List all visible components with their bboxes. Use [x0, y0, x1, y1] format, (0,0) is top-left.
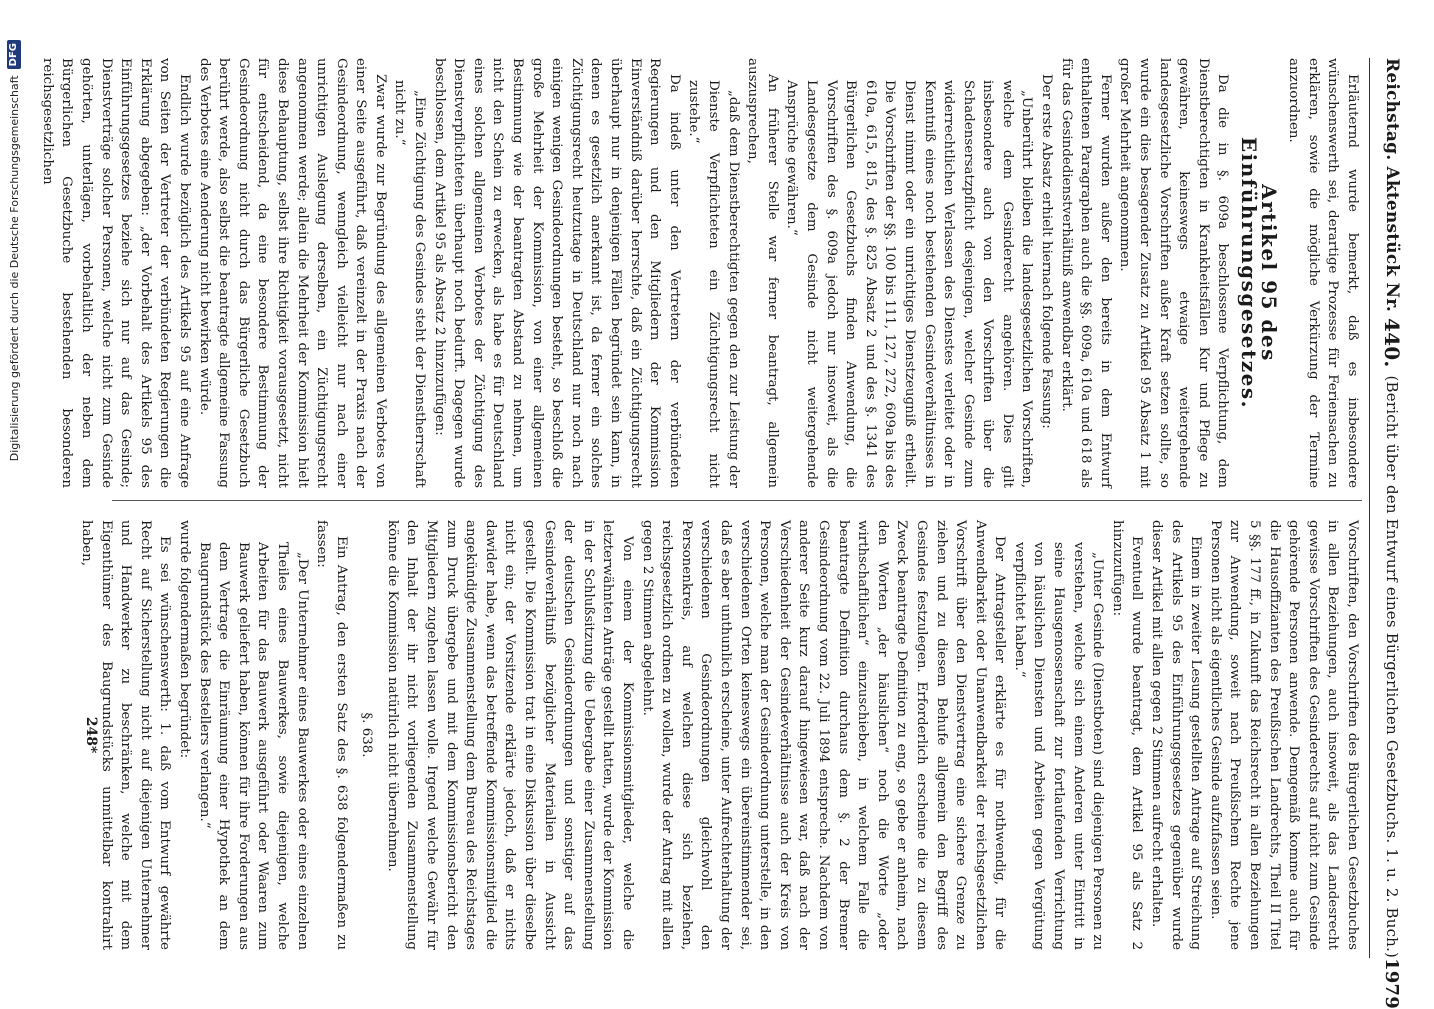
paragraph: Von einem der Kommissionsmitglieder, welche die letzterwähnten Anträge gestellt hatten, wurde der Kommission in der Schlußsitzung die Uebergabe einer Zusammenstellung der deutschen Gesindeordnungen und sonstiger auf das Gesindeverhältniß bezüglicher Materialien in Aussicht gestellt. Die Kommission trat in eine Diskussion über dieselbe nicht ein; der Vorsitzende erklärte jedoch, daß er nichts dawider habe, wenn das betreffende Kommissionsmitglied die angekündigte Zusammenstellung dem Bureau des Reichstages zum Druck übergebe und mit dem Kommissionsbericht den Mitgliedern zugehen lassen wolle. Irgend welche Gewähr für den Inhalt der ihr nicht vorliegenden Zusammenstellung könne die Kommission natürlich nicht übernehmen. [384, 520, 636, 950]
paragraph: An früherer Stelle war ferner beantragt, allgemein auszusprechen, [745, 58, 780, 488]
paragraph: Es sei wünschenswerth: 1. daß vom Entwurf gewährte Recht auf Sicherstellung nicht auf diejenigen Unternehmer und Handwerker zu beschränken, welche mit dem Eigenthümer des Baugrundstücks unmittelbar kontrahirt haben, [79, 520, 173, 950]
paragraph: Ein Antrag, den ersten Satz des §. 638 folgendermaßen zu fassen: [314, 520, 349, 950]
paragraph: Eventuell wurde beantragt, dem Artikel 95 als Satz 2 hinzuzufügen: [1109, 520, 1145, 950]
quote: „Eine Züchtigung des Gesindes steht der Dienstherrschaft nicht zu.“ [392, 80, 428, 488]
header-rule [1369, 58, 1370, 958]
intro-paragraph: Erläuternd wurde bemerkt, daß es insbesondere wünschenswerth sei, derartige Prozesse für Feriensachen zu erklären, sowie die mögliche Verkürzung der Termine anzuordnen. [1286, 58, 1360, 488]
section-marker: §. 638. [359, 712, 375, 758]
paragraph: Endlich wurde bezüglich des Artikels 95 auf eine Anfrage von Seiten der Vertreter der verbündeten Regierungen die Erklärung abgegeben: „der Vorbehalt des Artikels 95 des Einführungsgesetzes beziehe sich nur auf das Gesinde; Dienstverträge solcher Personen, welche nicht zum Gesinde gehörten, unterlägen, vorbehaltlich der neben dem Bürgerlichen Gesetzbuche bestehenden besonderen reichsgesetzlichen [39, 58, 192, 488]
digitization-footer [2, 0, 26, 1000]
paragraph: Zwar wurde zur Begründung des allgemeinen Verbotes von einer Seite ausgeführt, daß vereinzelt in der Praxis nach der Gesindeordnung, wenngleich vielleicht nur nach einer unrichtigen Auslegung derselben, ein Züchtigungsrecht angenommen werde; allein die Mehrheit der Kommission hielt diese Behauptung, selbst ihre Richtigkeit vorausgesetzt, nicht für entscheidend, da eine besondere Bestimmung der Gesindeordnung nicht durch das Bürgerliche Gesetzbuch berührt werde, also selbst die beantragte allgemeine Fassung des Verbotes eine Aenderung nicht bewirken würde. [196, 58, 388, 488]
paragraph: Der erste Absatz erhielt hiernach folgende Fassung: [1039, 74, 1055, 429]
quote: „Unberührt bleiben die landesgesetzlichen Vorschriften, welche dem Gesinderecht angehören. Dies gilt insbesondere auch von den Vorschriften über die Schadensersatzpflicht desjenigen, welcher Gesinde zum widerrechtlichen Verlassen des Dienstes verleitet oder in Kenntniß eines noch bestehenden Gesindeverhältnisses in Dienst nimmt oder ein unrichtiges Dienstzeugniß ertheilt. Die Vorschriften der §§. 100 bis 111, 127, 272, 609a bis des 610a, 615, 815, des §. 825 Absatz 2 und des §. 1341 des Bürgerlichen Gesetzbuchs finden Anwendung, die Vorschriften des §. 609a jedoch nur insoweit, als die Landesgesetze dem Gesinde nicht weitergehende Ansprüche gewähren.“ [784, 80, 1035, 488]
column-divider [112, 500, 1362, 501]
page-header [1372, 58, 1412, 1009]
quote: „Unter Gesinde (Dienstboten) sind diejenigen Personen zu verstehen, welche sich einem Anderen unter Eintritt in seine Hausgenossenschaft zur fortlaufenden Verrichtung von häuslichen Diensten und Arbeiten gegen Vergütung verpflichtet haben.“ [1011, 542, 1106, 950]
quote: „daß dem Dienstberechtigten gegen den zur Leistung der Dienste Verpflichteten ein Züchtigungsrecht nicht zustehe.“ [686, 80, 741, 488]
paragraph: Da indeß unter den Vertretern der verbündeten Regierungen und den Mitgliedern der Kommission Einverständniß darüber herrschte, daß ein Züchtigungsrecht überhaupt nur in denjenigen Fällen begründet sein kann, in denen es gesetzlich anerkannt ist, da ferner ein solches Züchtigungsrecht heutzutage in Deutschland nur noch nach einigen wenigen Gesindeordnungen besteht, so beschloß die große Mehrheit der Kommission, von einer allgemeinen Bestimmung wie der beantragten Abstand zu nehmen, um nicht den Schein zu erwecken, als habe es für Deutschland eines solchen allgemeinen Verbotes der Züchtigung des Dienstverpflichteten überhaupt noch bedurft. Dagegen wurde beschlossen, dem Artikel 95 als Absatz 2 hinzuzufügen: [431, 58, 682, 488]
paragraph: Der Antragsteller erklärte es für nothwendig, für die Anwendbarkeit oder Unanwendbarkeit der reichsgesetzlichen Vorschrift über den Dienstvertrag eine sichere Grenze zu ziehen und zu diesem Behufe allgemein den Begriff des Gesindes festzulegen. Erforderlich erscheine die zu diesem Zweck beantragte Definition zu eng, so gebe er anheim, nach den Worten „der häuslichen“ noch die Worte „oder wirthschaftlichen“ einzuschieben, in welchem Falle die beantragte Definition durchaus dem §. 2 der Bremer Gesindeordnung vom 22. Juli 1894 entspreche. Nachdem von anderer Seite kurz darauf hingewiesen war, daß nach der Verschiedenheit der Gesindeverhältnisse auch der Kreis von Personen, welche man der Gesindeordnung unterstelle, in den verschiedenen Orten keineswegs ein übereinstimmender sei, daß es aber unthunlich erscheine, unter Aufrechterhaltung der verschiedenen Gesindeordnungen gleichwohl den Personenkreis, auf welchen diese sich beziehen, reichsgesetzlich ordnen zu wollen, wurde der Antrag mit allen gegen 2 Stimmen abgelehnt. [639, 520, 1008, 950]
footer-text: Digitalisierung gefördert durch die Deutsche Forschungsgemeinschaft [7, 75, 21, 462]
page-number: 1979 [1381, 958, 1403, 1009]
header-number: 440. [1380, 317, 1404, 368]
header-title: Reichstag. Aktenstück Nr. [1382, 58, 1402, 312]
paragraph: Vorschriften, den Vorschriften des Bürgerlichen Gesetzbuches in allen Beziehungen, auch insoweit, als das Landesrecht gewisse Vorschriften des Gesinderechts auf nicht zum Gesinde gehörende Personen anwende. Demgemäß komme auch für die Hausoffizianten des Preußischen Landrechts, Theil II Titel 5 §§. 177 ff., in Zukunft das Reichsrecht in allen Beziehungen zur Anwendung, soweit nach Preußischem Rechte jene Personen nicht als eigentliches Gesinde aufzufassen seien. [1207, 520, 1360, 950]
quote: „Der Unternehmer eines Bauwerkes oder eines einzelnen Theiles eines Bauwerkes, sowie diejenigen, welche Arbeiten für das Bauwerk ausgeführt oder Waaren zum Bauwerk geliefert haben, können für ihre Forderungen aus dem Vertrage die Einräumung einer Hypothek an dem Baugrundstück des Bestellers verlangen.“ [196, 542, 310, 950]
paragraph: Einem in zweiter Lesung gestellten Antrage auf Streichung des Artikels 95 des Einführungsgesetzes gegenüber wurde dieser Artikel mit allen gegen 2 Stimmen aufrecht erhalten. [1149, 520, 1204, 950]
section-heading: Artikel 95 des Einführungsgesetzes. [1237, 136, 1281, 410]
left-column [39, 58, 1362, 488]
dfg-logo: DFG [7, 40, 21, 69]
paragraph: Da die in §. 609a beschlossene Verpflichtung, dem Dienstberechtigten in Krankheitsfällen Kur und Pflege zu gewähren, keineswegs etwaige weitergehende landesgesetzliche Vorschriften außer Kraft setzen sollte, so wurde ein dies besagender Zusatz zu Artikel 95 Absatz 1 mit großer Mehrheit angenommen. [1117, 58, 1231, 488]
header-subtitle: (Bericht über den Entwurf eines Bürgerlichen Gesetzbuchs. 1. u. 2. Buch.) [1383, 375, 1401, 959]
sheet-mark: 248* [83, 716, 99, 754]
paragraph: Ferner wurden außer den bereits in dem Entwurf enthaltenen Paragraphen auch die §§. 609a, 610a und 618 als für das Gesindedienstverhältniß anwendbar erklärt. [1058, 58, 1113, 488]
paragraph: wurde folgendermaßen begründet: [176, 520, 192, 759]
